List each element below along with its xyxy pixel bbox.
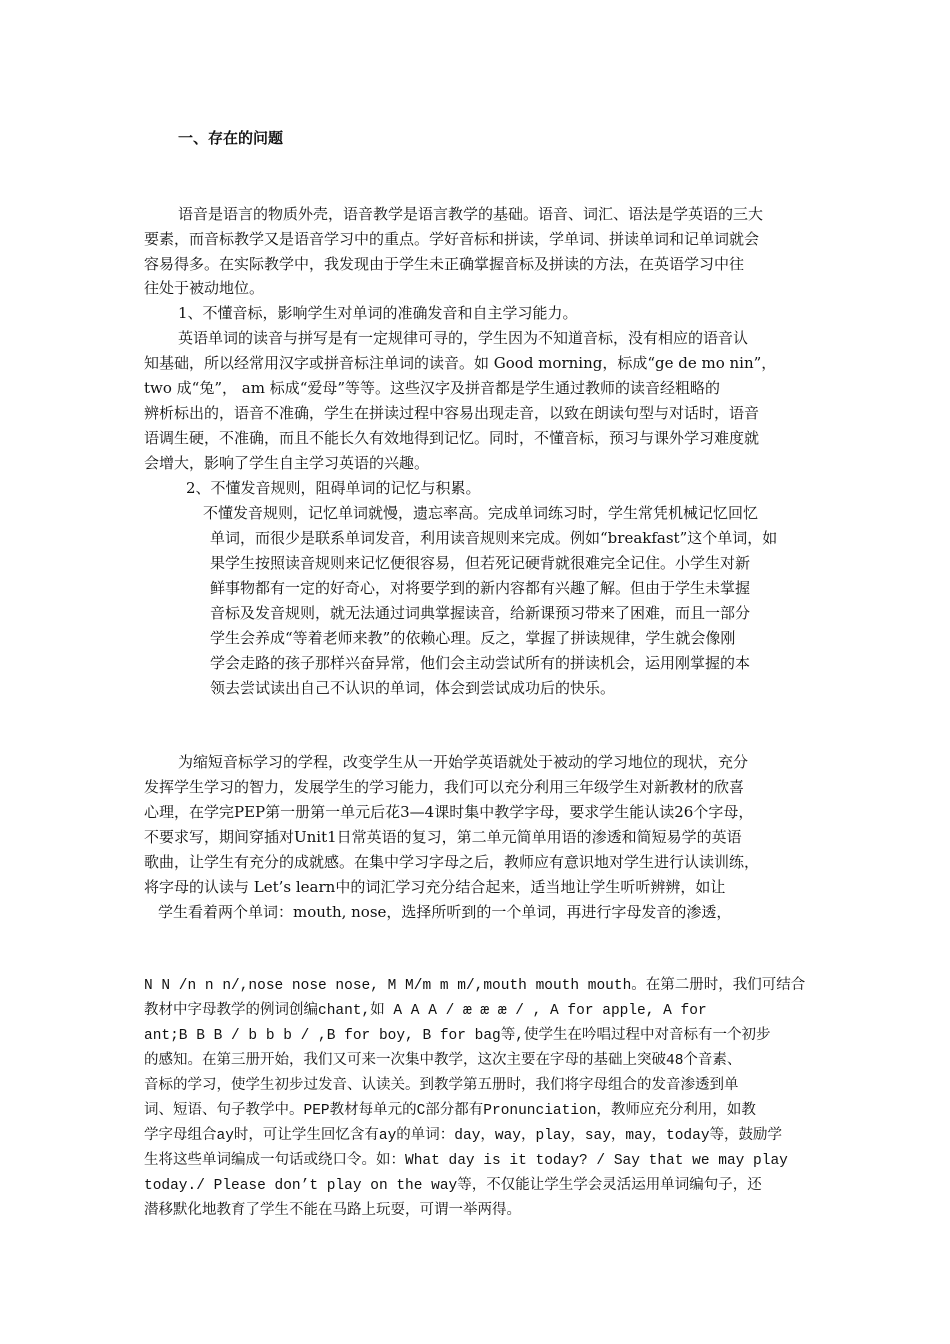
text-line: 发挥学生学习的智力，发展学生的学习能力，我们可以充分利用三年级学生对新教材的欣喜 xyxy=(144,778,745,796)
text-line: 不懂发音规则，记忆单词就慢，遗忘率高。完成单词练习时，学生常凭机械记忆回忆 xyxy=(203,504,759,522)
text-line: 果学生按照读音规则来记忆便很容易，但若死记硬背就很难完全记住。小学生对新 xyxy=(210,554,751,572)
text-line: 学生看着两个单词：mouth, nose，选择所听到的一个单词，再进行字母发音的渗透， xyxy=(158,903,732,921)
text-line: 英语单词的读音与拼写是有一定规律可寻的，学生因为不知道音标，没有相应的语音认 xyxy=(178,329,749,347)
text-line: ant;B B B / b b b / ,B for boy, B for bag等,使学生在吟唱过程中对音标有一个初步 xyxy=(144,1028,771,1044)
text-line: 辨析标出的，语音不准确，学生在拼读过程中容易出现走音，以致在朗读句型与对话时，语音 xyxy=(144,404,760,422)
text-line: 容易得多。在实际教学中，我发现由于学生未正确掌握音标及拼读的方法，在英语学习中往 xyxy=(144,255,745,273)
section-heading: 一、存在的问题 xyxy=(178,129,284,147)
text-line: N N /n n n/,nose nose nose, M M/m m m/,mouth mouth mouth。在第二册时，我们可结合 xyxy=(144,978,806,994)
text-line: 知基础，所以经常用汉字或拼音标注单词的读音。如 Good morning，标成“ge de mo nin”， xyxy=(144,354,777,372)
text-line: 潜移默化地教育了学生不能在马路上玩耍，可谓一举两得。 xyxy=(144,1203,521,1219)
text-line: today./ Please don’t play on the way等，不仅能让学生学会灵活运用单词编句子，还 xyxy=(144,1178,762,1194)
text-line: 领去尝试读出自己不认识的单词，体会到尝试成功后的快乐。 xyxy=(210,679,616,697)
subheading: 1、不懂音标，影响学生对单词的准确发音和自主学习能力。 xyxy=(178,304,578,322)
text-line: 歌曲，让学生有充分的成就感。在集中学习字母之后，教师应有意识地对学生进行认读训练， xyxy=(144,853,760,871)
text-line: 语调生硬，不准确，而且不能长久有效地得到记忆。同时，不懂音标，预习与课外学习难度就 xyxy=(144,429,760,447)
text-line: 词、短语、句子教学中。PEP教材每单元的C部分都有Pronunciation，教师应充分利用，如教 xyxy=(144,1103,756,1119)
text-line: 的感知。在第三册开始，我们又可来一次集中教学，这次主要在字母的基础上突破48个音素、 xyxy=(144,1053,742,1069)
text-line: 学字母组合ay时，可让学生回忆含有ay的单词：day，way，play，say，may，today等，鼓励学 xyxy=(144,1128,783,1144)
text-line: 语音是语言的物质外壳，语音教学是语言教学的基础。语音、词汇、语法是学英语的三大 xyxy=(178,205,764,223)
text-line: 将字母的认读与 Let’s learn中的词汇学习充分结合起来，适当地让学生听听辨辨，如让 xyxy=(144,878,726,896)
text-line: 往处于被动地位。 xyxy=(144,279,265,297)
text-line: 生将这些单词编成一句话或绕口令。如：What day is it today? / Say that we may play xyxy=(144,1153,788,1169)
text-line: 音标及发音规则，就无法通过词典掌握读音，给新课预习带来了困难，而且一部分 xyxy=(210,604,751,622)
text-line: 鲜事物都有一定的好奇心，对将要学到的新内容都有兴趣了解。但由于学生未掌握 xyxy=(210,579,751,597)
text-line: 要素，而音标教学又是语音学习中的重点。学好音标和拼读，学单词、拼读单词和记单词就会 xyxy=(144,230,760,248)
text-line: 学生会养成“等着老师来教”的依赖心理。反之，掌握了拼读规律，学生就会像刚 xyxy=(210,629,736,647)
text-line: 教材中字母教学的例词创编chant,如 A A A / æ æ æ / , A for apple, A for xyxy=(144,1003,707,1019)
text-line: two 成“兔”， am 标成“爱母”等等。这些汉字及拼音都是学生通过教师的读音经粗略的 xyxy=(144,379,721,397)
text-line: 单词，而很少是联系单词发音，利用读音规则来完成。例如“breakfast”这个单词，如 xyxy=(210,529,778,547)
subheading: 2、不懂发音规则，阻碍单词的记忆与积累。 xyxy=(186,479,481,497)
text-line: 心理，在学完PEP第一册第一单元后花3—4课时集中教学字母，要求学生能认读26个字母， xyxy=(144,803,754,821)
text-line: 不要求写，期间穿插对Unit1日常英语的复习，第二单元简单用语的渗透和简短易学的英语 xyxy=(144,828,742,846)
text-line: 音标的学习，使学生初步过发音、认读关。到教学第五册时，我们将字母组合的发音渗透到单 xyxy=(144,1078,739,1094)
text-line: 会增大，影响了学生自主学习英语的兴趣。 xyxy=(144,454,430,472)
text-line: 学会走路的孩子那样兴奋异常，他们会主动尝试所有的拼读机会，运用刚掌握的本 xyxy=(210,654,751,672)
text-line: 为缩短音标学习的学程，改变学生从一开始学英语就处于被动的学习地位的现状，充分 xyxy=(178,753,749,771)
